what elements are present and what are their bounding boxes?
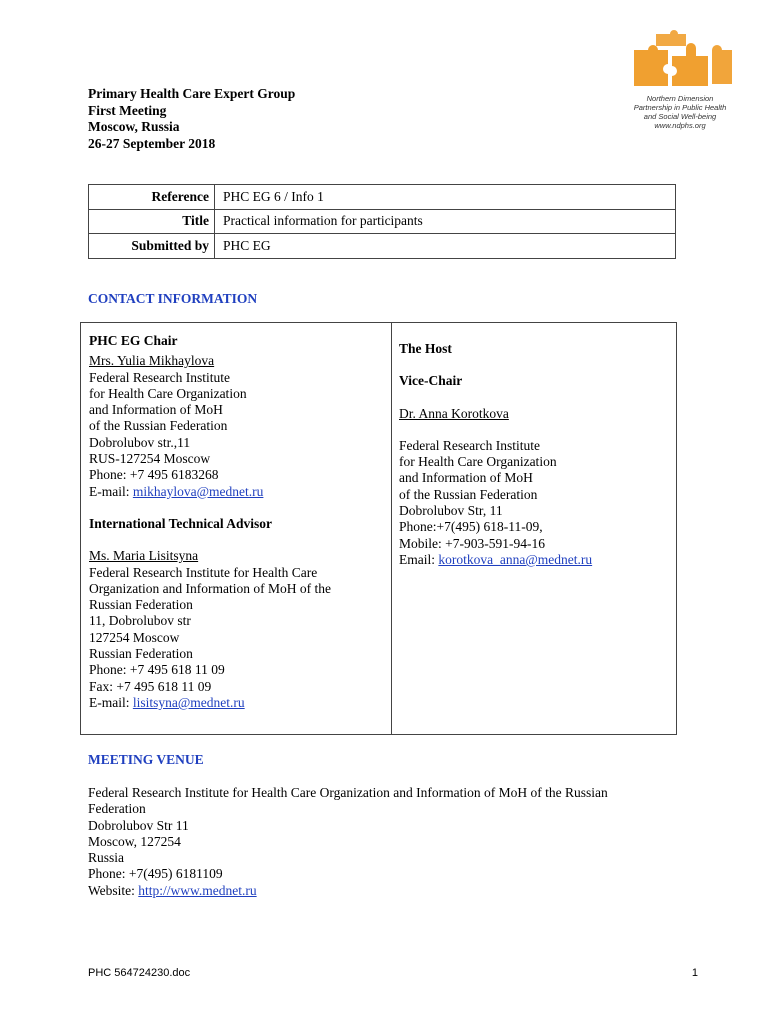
chair-role: PHC EG Chair: [89, 333, 178, 348]
contact-left-column: [89, 333, 389, 711]
venue-line: Dobrolubov Str 11: [88, 817, 189, 833]
advisor-address-line: Federal Research Institute for Health Care: [89, 564, 318, 580]
advisor-phone: Phone: +7 495 618 11 09: [89, 662, 225, 678]
header-meeting: First Meeting: [88, 102, 167, 118]
submitted-by-key: Submitted by: [89, 234, 215, 259]
venue-heading: MEETING VENUE: [88, 752, 204, 767]
vice-chair-email-line: Email: korotkova_anna@mednet.ru: [399, 551, 593, 567]
vice-chair-mobile: Mobile: +7-903-591-94-16: [399, 535, 545, 551]
chair-address-line: Federal Research Institute: [89, 369, 230, 385]
chair-address-line: for Health Care Organization: [89, 385, 247, 401]
vice-chair-role: Vice-Chair: [399, 373, 463, 389]
vice-chair-address-line: for Health Care Organization: [399, 454, 557, 470]
advisor-email-link[interactable]: lisitsyna@mednet.ru: [132, 694, 245, 710]
logo-caption: Northern Dimension Partnership in Public Health and Social Well-being www.ndphs.org: [633, 94, 727, 130]
vice-chair-address-line: and Information of MoH: [399, 470, 533, 486]
vice-chair-address-line: Federal Research Institute: [399, 437, 540, 453]
column-divider: [391, 323, 392, 734]
meeting-header: [88, 86, 295, 152]
submitted-by-value: PHC EG: [215, 234, 676, 259]
contact-right-column: [399, 341, 674, 568]
puzzle-logo-icon: [620, 30, 740, 94]
chair-name: Mrs. Yulia Mikhaylova: [89, 353, 215, 369]
vice-chair-address-line: of the Russian Federation: [399, 486, 538, 502]
venue-phone: Phone: +7(495) 6181109: [88, 866, 223, 882]
advisor-address-line: Organization and Information of MoH of the: [89, 580, 331, 596]
venue-details: [88, 785, 708, 899]
advisor-address-line: 127254 Moscow: [89, 629, 180, 645]
chair-address-line: and Information of MoH: [89, 402, 223, 418]
venue-line: Russia: [88, 850, 125, 866]
vice-chair-phone: Phone:+7(495) 618-11-09,: [399, 519, 543, 535]
venue-website-line: Website: http://www.mednet.ru: [88, 882, 257, 898]
ndphs-logo: [620, 30, 740, 140]
advisor-role: International Technical Advisor: [89, 515, 273, 531]
advisor-address-line: Russian Federation: [89, 597, 193, 613]
reference-value: PHC EG 6 / Info 1: [215, 185, 676, 210]
title-value: Practical information for participants: [215, 209, 676, 234]
advisor-email-line: E-mail: lisitsyna@mednet.ru: [89, 694, 245, 710]
header-location: Moscow, Russia: [88, 119, 180, 134]
footer-filename: PHC 564724230.doc: [88, 967, 191, 979]
chair-phone: Phone: +7 495 6183268: [89, 467, 219, 483]
vice-chair-name: Dr. Anna Korotkova: [399, 405, 509, 421]
advisor-name: Ms. Maria Lisitsyna: [89, 548, 199, 564]
contact-table: [80, 322, 677, 735]
chair-email-link[interactable]: mikhaylova@mednet.ru: [132, 483, 264, 499]
chair-email-line: E-mail: mikhaylova@mednet.ru: [89, 483, 264, 499]
table-row: [89, 234, 676, 259]
advisor-address-line: 11, Dobrolubov str: [89, 613, 191, 629]
venue-line: Federation: [88, 801, 146, 817]
header-date: 26-27 September 2018: [88, 135, 216, 151]
chair-address-line: of the Russian Federation: [89, 418, 228, 434]
page-number: 1: [691, 967, 698, 979]
page-footer: [88, 967, 698, 979]
reference-table: [88, 184, 676, 259]
contact-heading: CONTACT INFORMATION: [88, 291, 258, 306]
advisor-fax: Fax: +7 495 618 11 09: [89, 678, 212, 694]
chair-address-line: Dobrolubov str.,11: [89, 434, 191, 450]
venue-line: Moscow, 127254: [88, 833, 181, 849]
chair-address-line: RUS-127254 Moscow: [89, 451, 211, 467]
advisor-address-line: Russian Federation: [89, 646, 193, 662]
vice-chair-address-line: Dobrolubov Str, 11: [399, 503, 503, 519]
table-row: [89, 209, 676, 234]
table-row: [89, 185, 676, 210]
reference-key: Reference: [89, 185, 215, 210]
venue-line: Federal Research Institute for Health Care Organization and Information of MoH of the Russian: [88, 785, 608, 800]
venue-website-link[interactable]: http://www.mednet.ru: [138, 882, 257, 898]
title-key: Title: [89, 209, 215, 234]
host-role: The Host: [399, 341, 452, 356]
vice-chair-email-link[interactable]: korotkova_anna@mednet.ru: [438, 551, 593, 567]
header-group-name: Primary Health Care Expert Group: [88, 86, 296, 101]
